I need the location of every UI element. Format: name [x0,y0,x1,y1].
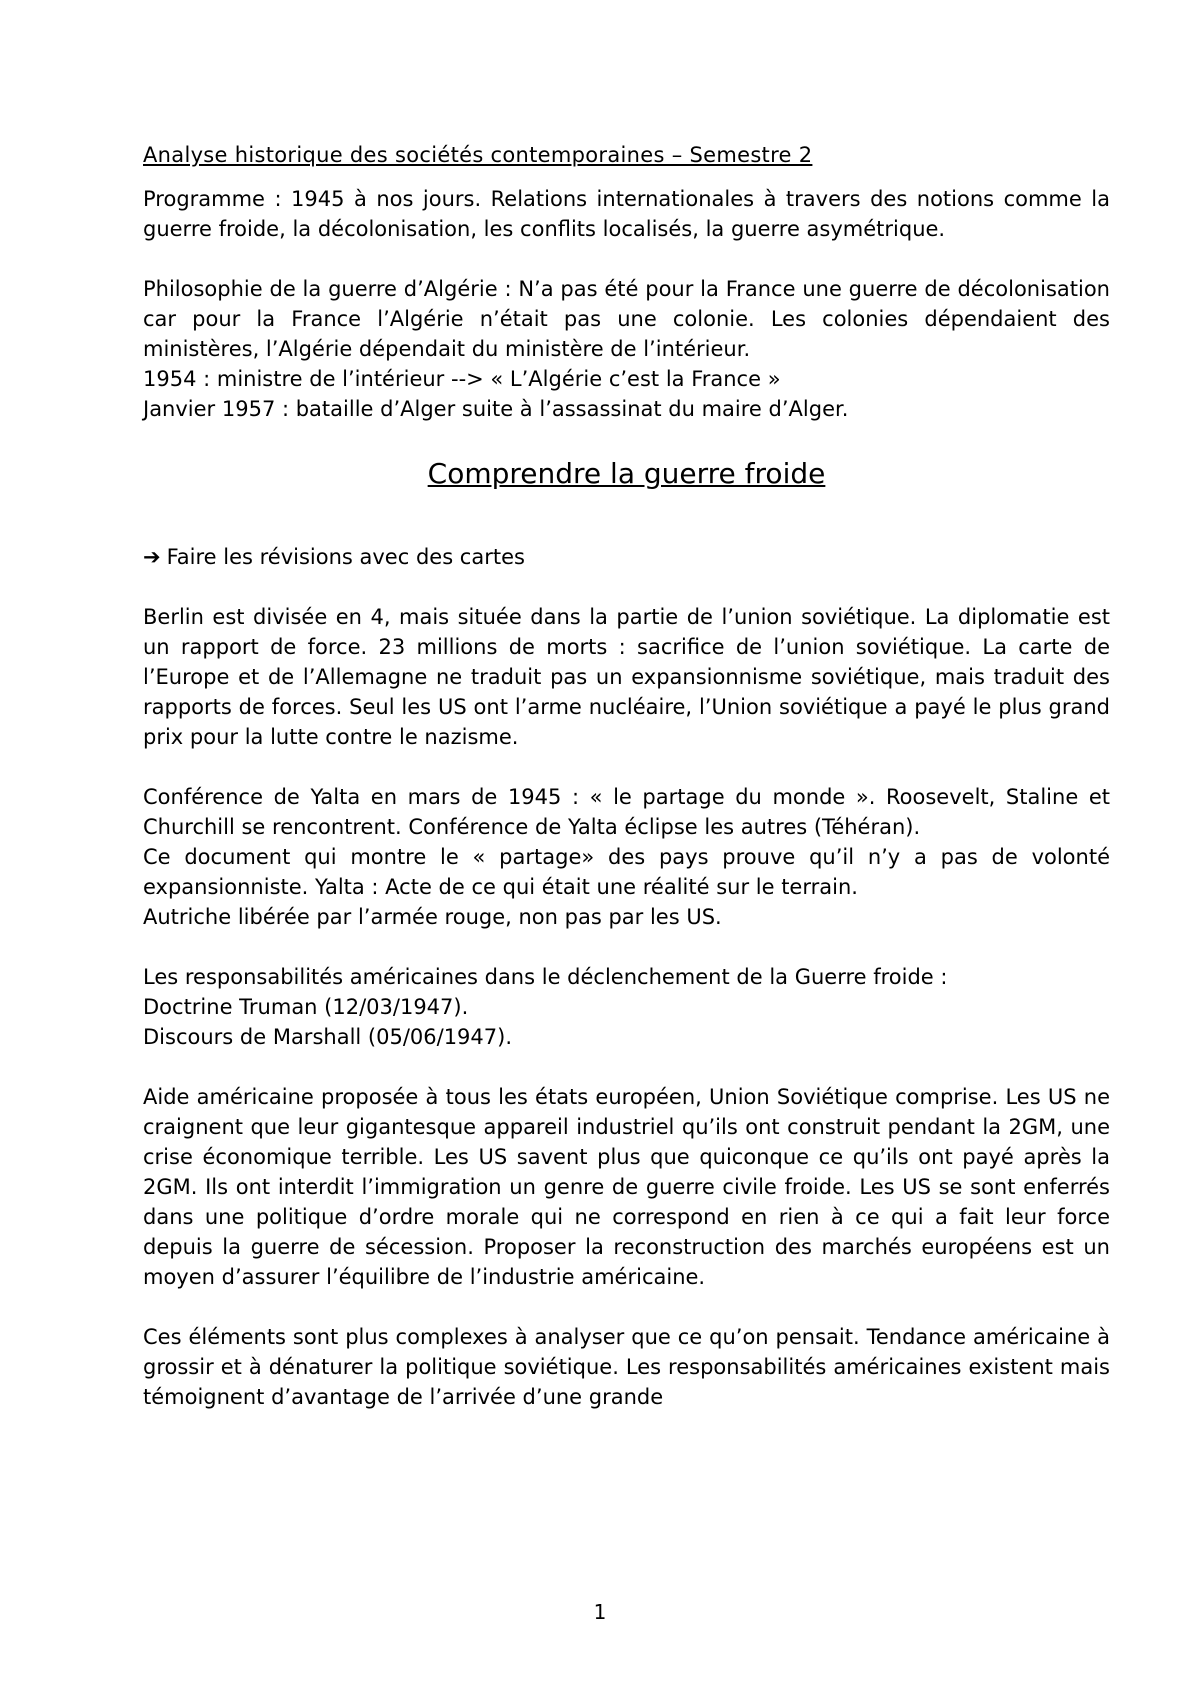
document-title: Analyse historique des sociétés contemporaines – Semestre 2 [143,143,813,167]
truman-line: Doctrine Truman (12/03/1947). [143,995,469,1019]
responsabilites-paragraph [143,962,1110,1052]
right-arrow-icon: ➔ [143,545,161,569]
revision-note-text: Faire les révisions avec des cartes [166,545,525,569]
programme-paragraph: Programme : 1945 à nos jours. Relations internationales à travers des notions comme la guerre froide, la décolonisation, les conflits localisés, la guerre asymétrique. [143,187,1110,241]
algerie-1957-line: Janvier 1957 : bataille d’Alger suite à l’assassinat du maire d’Alger. [143,397,849,421]
yalta-text: Conférence de Yalta en mars de 1945 : « le partage du monde ». Roosevelt, Staline et Churchill se rencontrent. Conférence de Yalta éclipse les autres (Téhéran). [143,785,1110,839]
elements-paragraph: Ces éléments sont plus complexes à analyser que ce qu’on pensait. Tendance américaine à grossir et à dénaturer la politique soviétique. Les responsabilités américaines existent mais témoignent d’avantage de l’arrivée d’une grande [143,1325,1110,1409]
page-content [143,140,1110,1412]
marshall-line: Discours de Marshall (05/06/1947). [143,1025,513,1049]
responsabilites-intro: Les responsabilités américaines dans le déclenchement de la Guerre froide : [143,965,948,989]
yalta-paragraph [143,782,1110,932]
revision-note [143,542,1110,572]
aide-paragraph: Aide américaine proposée à tous les états européen, Union Soviétique comprise. Les US ne craignent que leur gigantesque appareil industriel qu’ils ont construit pendant la 2GM, une crise économique terrible. Les US savent plus que quiconque ce qu’ils ont payé après la 2GM. Ils ont interdit l’immigration un genre de guerre civile froide. Les US se sont enferrés dans une politique d’ordre morale qui ne correspond en rien à ce qui a fait leur force depuis la guerre de sécession. Proposer la reconstruction des marchés européens est un moyen d’assurer l’équilibre de l’industrie américaine. [143,1085,1110,1289]
algerie-1954-line: 1954 : ministre de l’intérieur --> « L’Algérie c’est la France » [143,367,781,391]
page-number: 1 [593,1600,607,1624]
section-heading: Comprendre la guerre froide [427,457,826,490]
algerie-paragraph [143,274,1110,424]
algerie-text: Philosophie de la guerre d’Algérie : N’a pas été pour la France une guerre de décolonisation car pour la France l’Algérie n’était pas une colonie. Les colonies dépendaient des ministères, l’Algérie dépendait du ministère de l’intérieur. [143,277,1110,361]
berlin-paragraph: Berlin est divisée en 4, mais située dans la partie de l’union soviétique. La diplomatie est un rapport de force. 23 millions de morts : sacrifice de l’union soviétique. La carte de l’Europe et de l’Allemagne ne traduit pas un expansionnisme soviétique, mais traduit des rapports de forces. Seul les US ont l’arme nucléaire, l’Union soviétique a payé le plus grand prix pour la lutte contre le nazisme. [143,605,1110,749]
yalta-autriche: Autriche libérée par l’armée rouge, non pas par les US. [143,905,722,929]
yalta-partage: Ce document qui montre le « partage» des pays prouve qu’il n’y a pas de volonté expansionniste. Yalta : Acte de ce qui était une réalité sur le terrain. [143,845,1110,899]
